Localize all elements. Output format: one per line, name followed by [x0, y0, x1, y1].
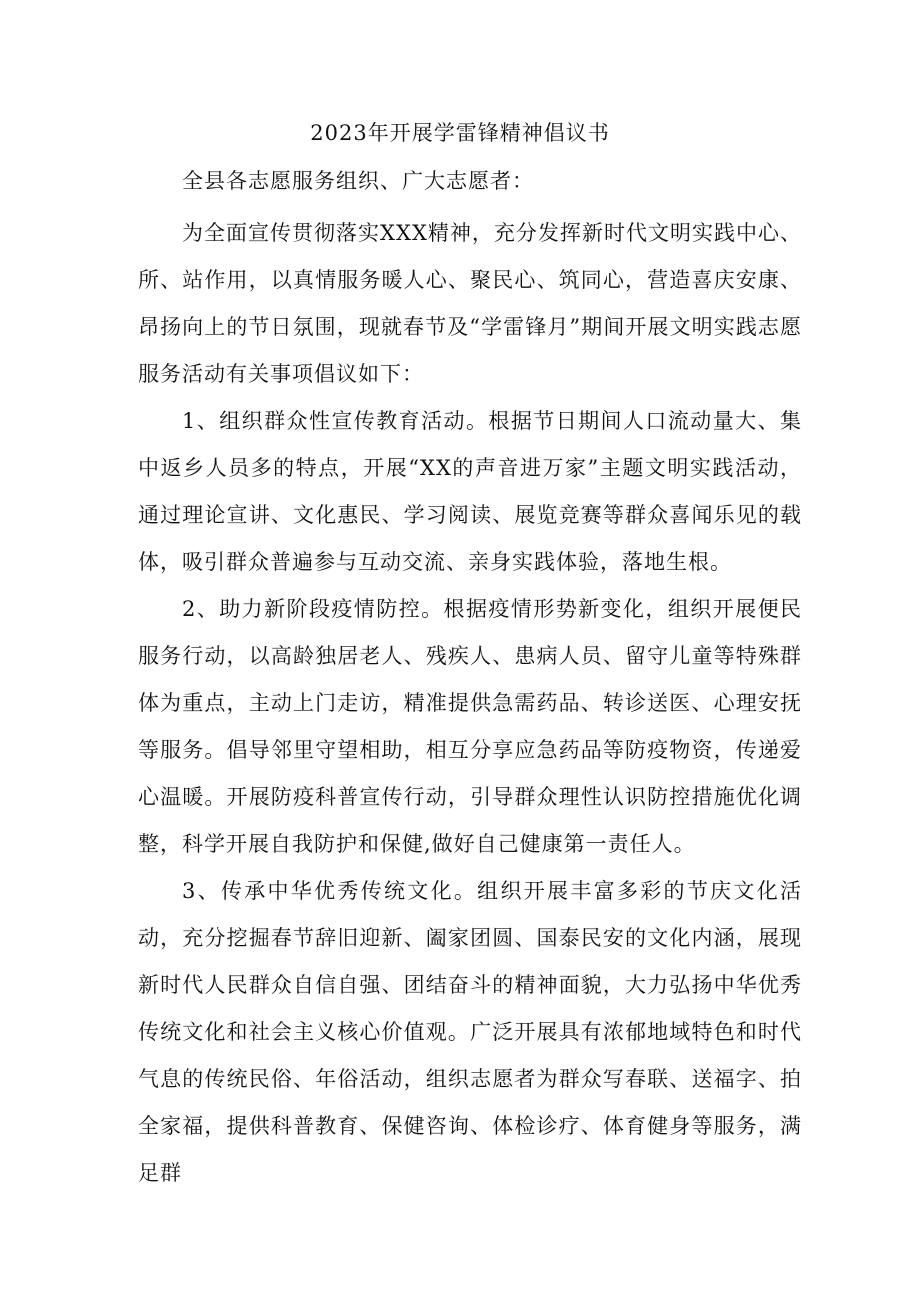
paragraph-item-1: 1、组织群众性宣传教育活动。根据节日期间人口流动量大、集中返乡人员多的特点，开展“XX的声音进万家”主题文明实践活动，通过理论宣讲、文化惠民、学习阅读、展览竞赛等群众喜闻乐见的载体，吸引群众普遍参与互动交流、亲身实践体验，落地生根。: [138, 409, 802, 574]
paragraph-item-3: 3、传承中华优秀传统文化。组织开展丰富多彩的节庆文化活动，充分挖掘春节辞旧迎新、阖家团圆、国泰民安的文化内涵，展现新时代人民群众自信自强、团结奋斗的精神面貌，大力弘扬中华优秀传统文化和社会主义核心价值观。广泛开展具有浓郁地域特色和时代气息的传统民俗、年俗活动，组织志愿者为群众写春联、送福字、拍全家福，提供科普教育、保健咨询、体检诊疗、体育健身等服务，满足群: [138, 879, 802, 1185]
document-title: 2023年开展学雷锋精神倡议书: [310, 121, 610, 145]
paragraph-intro: 为全面宣传贯彻落实XXX精神，充分发挥新时代文明实践中心、所、站作用，以真情服务暖人心、聚民心、筑同心，营造喜庆安康、昂扬向上的节日氛围，现就春节及“学雷锋月”期间开展文明实践志愿服务活动有关事项倡议如下：: [138, 221, 802, 386]
salutation: 全县各志愿服务组织、广大志愿者：: [182, 169, 534, 193]
document-body: [138, 210, 802, 1197]
paragraph-item-2: 2、助力新阶段疫情防控。根据疫情形势新变化，组织开展便民服务行动，以高龄独居老人、残疾人、患病人员、留守儿童等特殊群体为重点，主动上门走访，精准提供急需药品、转诊送医、心理安抚等服务。倡导邻里守望相助，相互分享应急药品等防疫物资，传递爱心温暖。开展防疫科普宣传行动，引导群众理性认识防控措施优化调整，科学开展自我防护和保健,做好自己健康第一责任人。: [138, 597, 802, 856]
